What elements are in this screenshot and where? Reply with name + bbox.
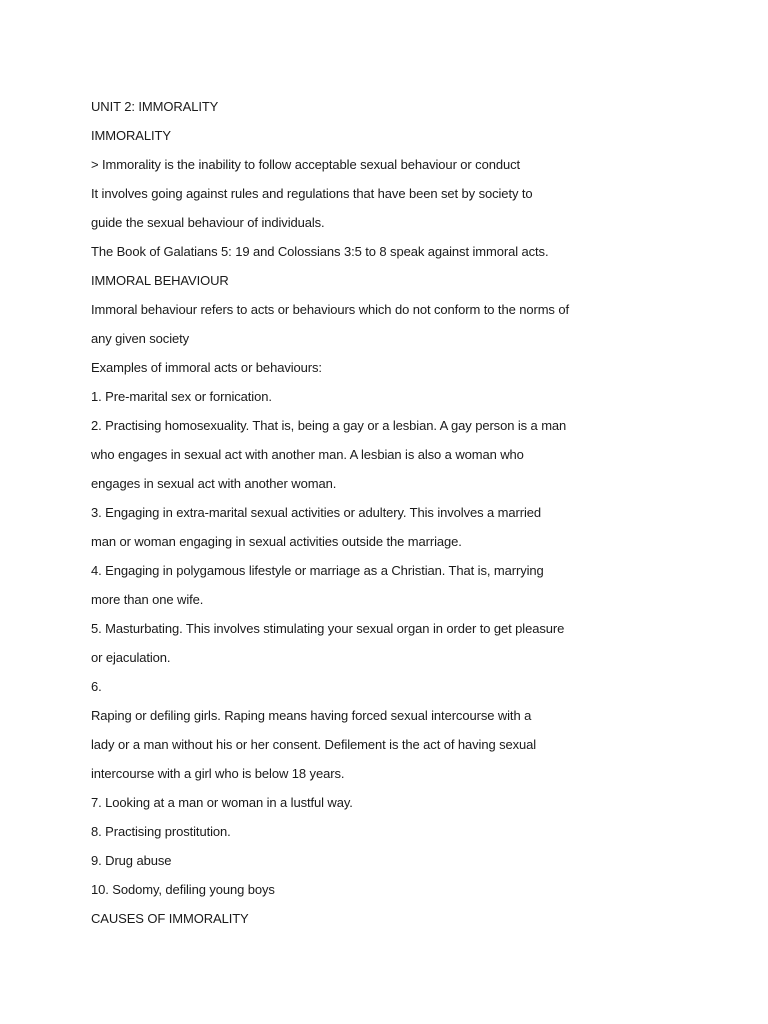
list-item: 8. Practising prostitution. [91,824,231,839]
list-item: 9. Drug abuse [91,853,172,868]
list-item: 5. Masturbating. This involves stimulating your sexual organ in order to get pleasure [91,621,565,636]
text-line: engages in sexual act with another woman. [91,476,337,491]
list-item: 6. [91,679,102,694]
text-line: Examples of immoral acts or behaviours: [91,360,322,375]
text-line: any given society [91,331,190,346]
text-line: who engages in sexual act with another man. A lesbian is also a woman who [91,447,524,462]
text-line: lady or a man without his or her consent. Defilement is the act of having sexual [91,737,537,752]
text-line: or ejaculation. [91,650,171,665]
list-item: 3. Engaging in extra-marital sexual activities or adultery. This involves a married [91,505,542,520]
list-item: 1. Pre-marital sex or fornication. [91,389,272,404]
text-line: Raping or defiling girls. Raping means having forced sexual intercourse with a [91,708,532,723]
text-line: guide the sexual behaviour of individuals. [91,215,325,230]
document-body [91,92,731,933]
text-line: > Immorality is the inability to follow acceptable sexual behaviour or conduct [91,157,521,172]
text-line: The Book of Galatians 5: 19 and Colossians 3:5 to 8 speak against immoral acts. [91,244,549,259]
text-line: more than one wife. [91,592,204,607]
list-item: 4. Engaging in polygamous lifestyle or marriage as a Christian. That is, marrying [91,563,544,578]
unit-title: UNIT 2: IMMORALITY [91,99,219,114]
section-heading: IMMORAL BEHAVIOUR [91,273,229,288]
list-item: 7. Looking at a man or woman in a lustful way. [91,795,353,810]
section-heading: IMMORALITY [91,128,171,143]
text-line: man or woman engaging in sexual activities outside the marriage. [91,534,462,549]
list-item: 2. Practising homosexuality. That is, being a gay or a lesbian. A gay person is a man [91,418,567,433]
list-item: 10. Sodomy, defiling young boys [91,882,275,897]
text-line: It involves going against rules and regulations that have been set by society to [91,186,533,201]
text-line: intercourse with a girl who is below 18 years. [91,766,345,781]
text-line: Immoral behaviour refers to acts or behaviours which do not conform to the norms of [91,302,569,317]
section-heading: CAUSES OF IMMORALITY [91,911,249,926]
